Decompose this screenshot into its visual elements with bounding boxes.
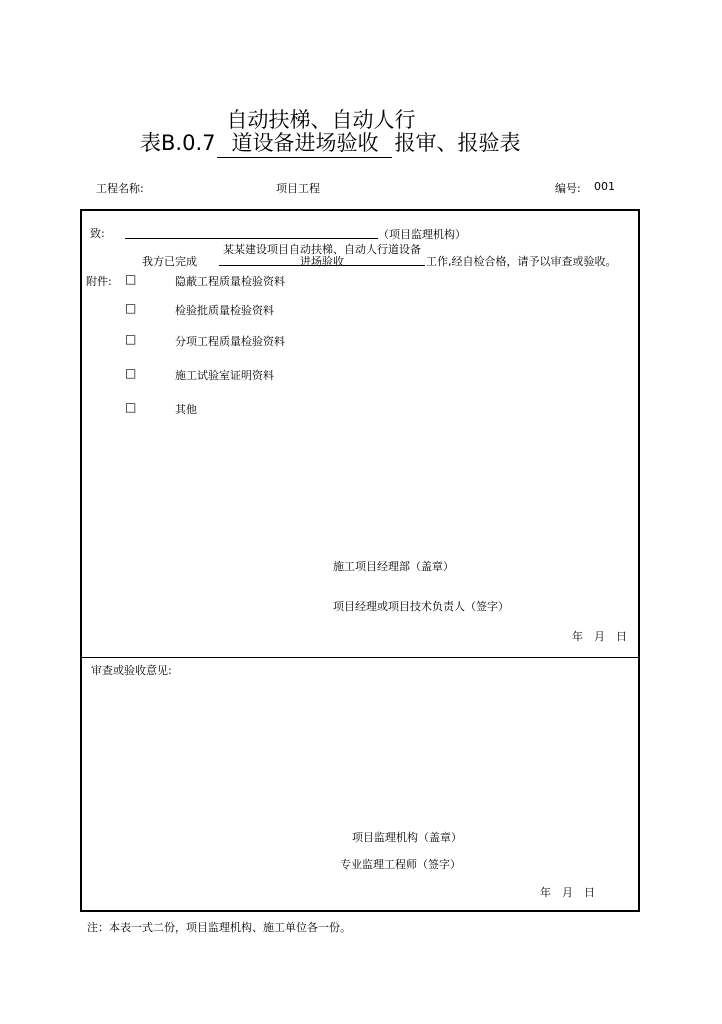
- review-opinion-label: 审查或验收意见:: [91, 664, 172, 677]
- completed-prefix: 我方已完成: [142, 255, 197, 268]
- attachment-item: 隐蔽工程质量检验资料: [175, 275, 285, 288]
- number-label: 编号:: [555, 182, 581, 195]
- contractor-seal-label: 施工项目经理部（盖章）: [333, 560, 454, 573]
- supervisor-org-hint: （项目监理机构）: [378, 228, 466, 241]
- date-lower: 年 月 日: [540, 886, 595, 899]
- to-label: 致:: [90, 227, 105, 240]
- footer-note: 注：本表一式二份，项目监理机构、施工单位各一份。: [87, 921, 351, 934]
- number-value: 001: [594, 180, 615, 193]
- attachment-item: 施工试验室证明资料: [175, 369, 274, 382]
- checkbox-concealed-works[interactable]: □: [125, 272, 137, 286]
- attachment-item: 分项工程质量检验资料: [175, 335, 285, 348]
- completed-item-underline: [219, 265, 425, 266]
- form-title-suffix: 报审、报验表: [394, 131, 521, 155]
- supervisor-org-blank: [125, 238, 378, 239]
- completed-item-line1: 某某建设项目自动扶梯、自动人行道设备: [223, 243, 421, 256]
- form-code: 表B.0.7: [140, 131, 216, 155]
- section-divider: [80, 657, 640, 658]
- checkbox-other[interactable]: □: [125, 400, 137, 414]
- attachment-item: 其他: [175, 403, 197, 416]
- contractor-signature-label: 项目经理或项目技术负责人（签字）: [333, 600, 509, 613]
- checkbox-inspection-lot[interactable]: □: [125, 301, 137, 315]
- date-upper: 年 月 日: [572, 630, 627, 643]
- checkbox-sub-item-works[interactable]: □: [125, 332, 137, 346]
- attachments-label: 附件:: [86, 275, 112, 288]
- attachment-item: 检验批质量检验资料: [175, 304, 274, 317]
- checkbox-lab-certificate[interactable]: □: [125, 366, 137, 380]
- project-name-label: 工程名称:: [96, 182, 144, 195]
- form-title-underlined: 道设备进场验收: [217, 127, 392, 158]
- supervisor-seal-label: 项目监理机构（盖章）: [352, 831, 462, 844]
- supervisor-signature-label: 专业监理工程师（签字）: [340, 858, 461, 871]
- form-title-line2: [140, 127, 520, 158]
- project-name-value: 项目工程: [276, 182, 320, 195]
- completed-suffix: 工作,经自检合格，请予以审查或验收。: [426, 255, 617, 268]
- form-title-line1: 自动扶梯、自动人行: [226, 108, 416, 132]
- completed-item-line2: 进场验收: [300, 255, 344, 268]
